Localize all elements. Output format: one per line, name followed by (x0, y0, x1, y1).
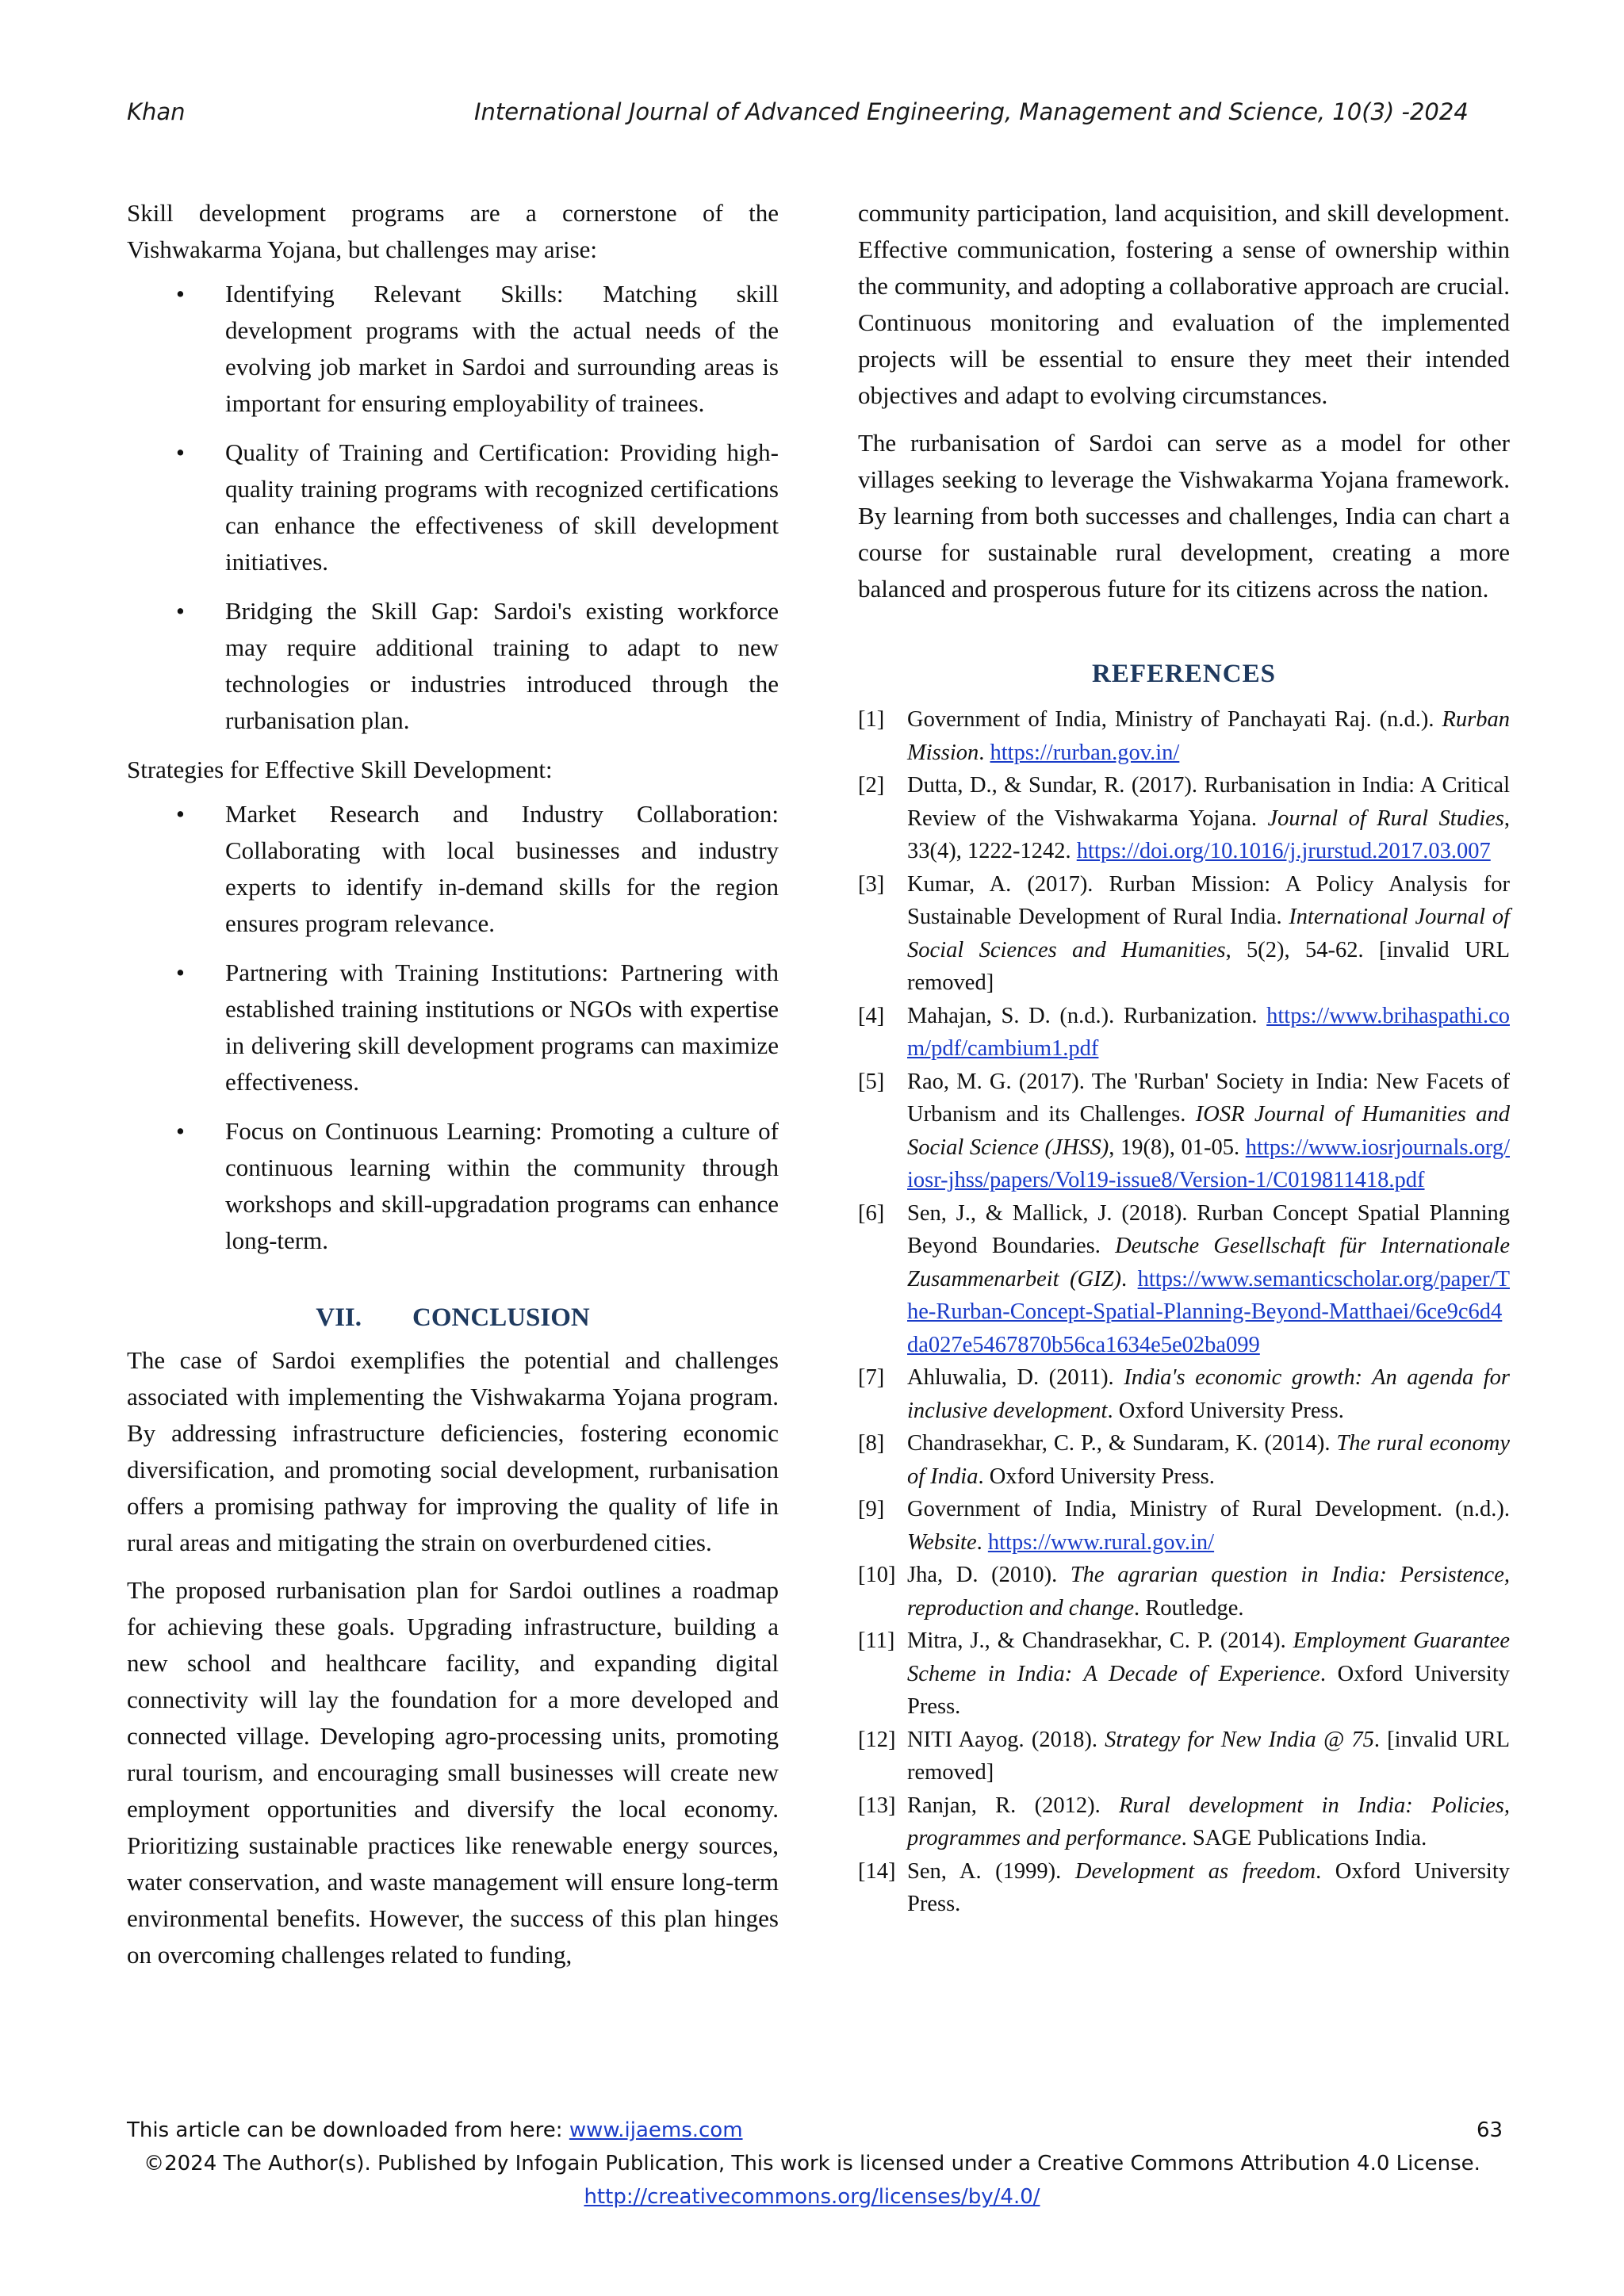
reference-text: Mahajan, S. D. (n.d.). Rurbanization. (907, 1003, 1267, 1028)
reference-details: . Routledge. (1134, 1595, 1244, 1621)
list-item (127, 955, 779, 1100)
reference-source-title: IOSR Journal of Humanities and Social Science (JHSS) (907, 1102, 1510, 1160)
strategies-list (127, 796, 779, 1259)
reference-details: , 19(8), 01-05. (1109, 1135, 1246, 1160)
reference-text: Chandrasekhar, C. P., & Sundaram, K. (2014). (907, 1431, 1337, 1456)
reference-number: [13] (858, 1793, 896, 1818)
reference-item (858, 1855, 1510, 1921)
reference-text: Kumar, A. (2017). Rurban Mission: A Policy Analysis for Sustainable Development of Rural India. (907, 871, 1510, 929)
reference-item (858, 769, 1510, 868)
reference-text: Sen, A. (1999). (907, 1858, 1075, 1884)
challenges-list (127, 276, 779, 739)
conclusion-paragraph-1: The case of Sardoi exemplifies the potential and challenges associated with implementing the Vishwakarma Yojana program. By addressing infrastructure deficiencies, fostering economic diversification, and promoting social development, rurbanisation offers a promising pathway for improving the quality of life in rural areas and mitigating the strain on overburdened cities. (127, 1346, 779, 1556)
references-heading: REFERENCES (1092, 660, 1276, 688)
section-title: CONCLUSION (412, 1303, 590, 1332)
reference-source-title: Rurban Mission (907, 707, 1510, 765)
reference-text: Ahluwalia, D. (2011). (907, 1365, 1124, 1390)
license-url-line (0, 2185, 1624, 2209)
reference-source-title: The agrarian question in India: Persistence, reproduction and change (907, 1563, 1510, 1621)
reference-text: Jha, D. (2010). (907, 1563, 1071, 1587)
license-statement: ©2024 The Author(s). Published by Infogain Publication, This work is licensed under a Creative Commons Attribution 4.0 License. (144, 2152, 1480, 2175)
reference-link[interactable]: https://www.iosrjournals.org/iosr-jhss/papers/Vol19-issue8/Version-1/C019811418.pdf (907, 1135, 1510, 1192)
reference-number: [10] (858, 1563, 896, 1587)
reference-item (858, 1559, 1510, 1624)
reference-link[interactable]: https://doi.org/10.1016/j.jrurstud.2017.03.007 (1076, 839, 1491, 863)
reference-source-title: Journal of Rural Studies (1267, 806, 1504, 831)
page-number: 63 (1477, 2118, 1503, 2142)
bullet-icon: • (176, 438, 185, 466)
strategies-intro: Strategies for Effective Skill Development: (127, 756, 553, 783)
reference-number: [4] (858, 1003, 885, 1028)
reference-details: . Oxford University Press. (978, 1464, 1215, 1489)
reference-source-title: International Journal of Social Sciences and Humanities (907, 905, 1510, 962)
reference-link[interactable]: https://www.rural.gov.in/ (987, 1529, 1215, 1555)
reference-text: Government of India, Ministry of Panchayati Raj. (n.d.). (907, 707, 1442, 732)
reference-number: [6] (858, 1200, 885, 1226)
reference-text: Ranjan, R. (2012). (907, 1793, 1120, 1818)
reference-number: [1] (858, 707, 885, 732)
reference-text: Rao, M. G. (2017). The 'Rurban' Society in India: New Facets of Urbanism and its Challenges. (907, 1069, 1510, 1127)
license-link[interactable]: http://creativecommons.org/licenses/by/4.0/ (584, 2185, 1040, 2209)
reference-details: . Oxford University Press. (907, 1661, 1510, 1719)
list-item (127, 796, 779, 942)
model-paragraph: The rurbanisation of Sardoi can serve as a model for other villages seeking to leverage the Vishwakarma Yojana framework. By learning from both successes and challenges, India can chart a course for sustainable rural development, creating a more balanced and prosperous future for its citizens across the nation. (858, 429, 1510, 603)
reference-item (858, 1724, 1510, 1789)
reference-item (858, 868, 1510, 1000)
reference-item (858, 1427, 1510, 1493)
reference-item (858, 1493, 1510, 1559)
reference-details: . [invalid URL removed] (907, 1727, 1510, 1785)
reference-details: . (976, 1529, 988, 1555)
reference-details: . SAGE Publications India. (1181, 1826, 1427, 1850)
reference-item (858, 1789, 1510, 1855)
footer-download-text: This article can be downloaded from here: (127, 2118, 569, 2142)
list-item-text: Quality of Training and Certification: Providing high-quality training programs with recognized certifications can enhance the effectiveness of skill development initiatives. (225, 438, 779, 576)
reference-text: Sen, J., & Mallick, J. (2018). Rurban Concept Spatial Planning Beyond Boundaries. (907, 1200, 1510, 1258)
reference-details: . (979, 740, 990, 765)
reference-item (858, 1197, 1510, 1362)
reference-text: Dutta, D., & Sundar, R. (2017). Rurbanisation in India: A Critical Review of the Vishwakarma Yojana. (907, 773, 1510, 831)
reference-link[interactable]: https://rurban.gov.in/ (990, 740, 1180, 765)
reference-item (858, 1624, 1510, 1724)
reference-link[interactable]: https://www.semanticscholar.org/paper/The-Rurban-Concept-Spatial-Planning-Beyond-Matthaei/6ce9c6d4da027e5467870b56ca1634e5e02ba099 (907, 1266, 1510, 1357)
right-column (858, 195, 1510, 1921)
reference-number: [14] (858, 1858, 896, 1884)
list-item-text: Focus on Continuous Learning: Promoting a culture of continuous learning within the community through workshops and skill-upgradation programs can enhance long-term. (225, 1117, 779, 1254)
bullet-icon: • (176, 959, 185, 986)
list-item-text: Bridging the Skill Gap: Sardoi's existing workforce may require additional training to adapt to new technologies or industries introduced through the rurbanisation plan. (225, 597, 779, 734)
reference-number: [2] (858, 773, 885, 798)
list-item (127, 276, 779, 422)
running-header-journal: International Journal of Advanced Engineering, Management and Science, 10(3) -2024 (474, 98, 1469, 125)
reference-source-title: Development as freedom (1074, 1858, 1316, 1884)
bullet-icon: • (176, 800, 185, 828)
left-column (127, 195, 779, 1984)
reference-details: . Oxford University Press. (907, 1858, 1510, 1916)
reference-details: , 33(4), 1222-1242. (907, 806, 1511, 863)
reference-item (858, 703, 1510, 769)
conclusion-paragraph-2: The proposed rurbanisation plan for Sardoi outlines a roadmap for achieving these goals. Upgrading infrastructure, building a new school and healthcare facility, and expanding digital connectivity will lay the foundation for a more developed and connected village. Developing agro-processing units, promoting rural tourism, and encouraging small businesses will create new employment opportunities and diversify the local economy. Prioritizing sustainable practices like renewable energy sources, water conservation, and waste management will ensure long-term environmental benefits. However, the success of this plan hinges on overcoming challenges related to funding, (127, 1576, 779, 1969)
list-item-text: Partnering with Training Institutions: Partnering with established training institutions or NGOs with expertise in delivering skill development programs can maximize effectiveness. (225, 959, 779, 1096)
reference-source-title: Website (907, 1529, 977, 1555)
reference-source-title: Employment Guarantee Scheme in India: A Decade of Experience (907, 1628, 1510, 1686)
list-item (127, 1113, 779, 1259)
reference-details: . Oxford University Press. (1107, 1398, 1344, 1423)
reference-number: [3] (858, 871, 885, 897)
reference-number: [12] (858, 1727, 896, 1752)
reference-source-title: Deutsche Gesellschaft für Internationale Zusammenarbeit (GIZ) (907, 1234, 1510, 1292)
bullet-icon: • (176, 1117, 185, 1145)
list-item-text: Market Research and Industry Collaboration: Collaborating with local businesses and industry experts to identify in-demand skills for the region ensures program relevance. (225, 800, 779, 937)
reference-text: Mitra, J., & Chandrasekhar, C. P. (2014). (907, 1628, 1293, 1653)
reference-text: Government of India, Ministry of Rural Development. (n.d.). (907, 1497, 1510, 1521)
reference-source-title: The rural economy of India (907, 1431, 1511, 1489)
references-list (858, 703, 1510, 1921)
running-header-author: Khan (127, 98, 186, 125)
conclusion-heading (127, 1303, 779, 1333)
reference-item (858, 1066, 1510, 1197)
reference-source-title: Rural development in India: Policies, programmes and performance (907, 1793, 1510, 1850)
reference-number: [8] (858, 1431, 885, 1456)
bullet-icon: • (176, 280, 185, 308)
continuation-paragraph: community participation, land acquisition, and skill development. Effective communication, fostering a sense of ownership within the community, and adopting a collaborative approach are crucial. Continuous monitoring and evaluation of the implemented projects will be essential to ensure they meet their intended objectives and adapt to evolving circumstances. (858, 199, 1510, 409)
list-item (127, 434, 779, 580)
reference-source-title: Strategy for New India @ 75 (1105, 1727, 1374, 1752)
reference-details: . (1121, 1266, 1138, 1292)
reference-item (858, 1361, 1510, 1427)
journal-website-link[interactable]: www.ijaems.com (569, 2118, 743, 2142)
list-item (127, 593, 779, 739)
reference-number: [9] (858, 1497, 885, 1521)
reference-details: , 5(2), 54-62. [invalid URL removed] (907, 937, 1510, 995)
reference-number: [7] (858, 1365, 885, 1390)
reference-text: NITI Aayog. (2018). (907, 1727, 1105, 1752)
bullet-icon: • (176, 597, 185, 625)
section-number: VII. (316, 1303, 362, 1332)
reference-number: [5] (858, 1069, 885, 1094)
reference-source-title: India's economic growth: An agenda for inclusive development (907, 1365, 1510, 1423)
skills-intro-paragraph: Skill development programs are a cornerstone of the Vishwakarma Yojana, but challenges may arise: (127, 199, 779, 263)
footer-download-line (127, 2118, 743, 2142)
reference-number: [11] (858, 1628, 895, 1653)
reference-item (858, 1000, 1510, 1066)
reference-link[interactable]: https://www.brihaspathi.com/pdf/cambium1.pdf (907, 1003, 1510, 1061)
list-item-text: Identifying Relevant Skills: Matching skill development programs with the actual needs of the evolving job market in Sardoi and surrounding areas is important for ensuring employability of trainees. (225, 280, 779, 417)
